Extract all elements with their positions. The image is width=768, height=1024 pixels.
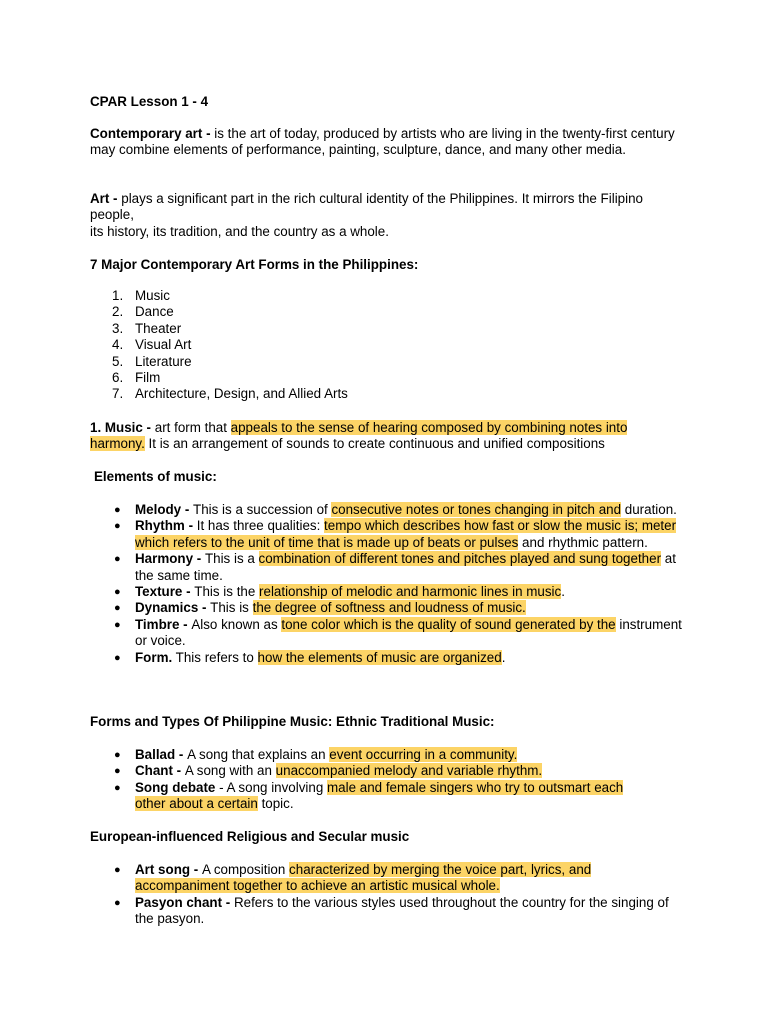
- ethnic-heading: Forms and Types Of Philippine Music: Ethnic Traditional Music:: [90, 714, 495, 729]
- list-item: ● Form. This refers to how the elements of music are organized.: [90, 650, 685, 666]
- list-item: 4. Visual Art: [112, 337, 192, 353]
- art-forms-list: [90, 288, 690, 403]
- definition: is the art of today, produced by artists who are living in the twenty-first century may combine elements of performance, painting, sculpture, dance, and many other media.: [90, 126, 675, 158]
- list-item: ● Art song - A composition characterized by merging the voice part, lyrics, and accompaniment together to achieve an artistic musical whole.: [90, 862, 680, 895]
- elements-heading: Elements of music:: [94, 469, 217, 484]
- list-item: 3. Theater: [112, 320, 182, 336]
- list-item: ● Chant - A song with an unaccompanied melody and variable rhythm.: [90, 763, 655, 779]
- list-item: ● Timbre - Also known as tone color which is the quality of sound generated by the instrument or voice.: [90, 617, 685, 650]
- list-item: ● Ballad - A song that explains an event occurring in a community.: [90, 747, 655, 763]
- list-item: 5. Literature: [112, 353, 192, 369]
- list-item: ● Song debate - A song involving male and female singers who try to outsmart each other about a certain topic.: [90, 780, 655, 813]
- contemporary-art-definition: [90, 126, 690, 159]
- term: Contemporary art -: [90, 126, 215, 141]
- elements-list: [90, 502, 685, 666]
- term: Art -: [90, 191, 122, 206]
- european-heading: European-influenced Religious and Secular music: [90, 829, 410, 844]
- european-music-list: [90, 862, 680, 928]
- definition-line-1: plays a significant part in the rich cultural identity of the Philippines. It mirrors the Filipino people,: [90, 191, 643, 223]
- list-item: ● Harmony - This is a combination of different tones and pitches played and sung together at the same time.: [90, 551, 685, 584]
- doc-title: CPAR Lesson 1 - 4: [90, 94, 209, 109]
- ethnic-music-list: [90, 747, 655, 813]
- list-item: ● Melody - This is a succession of consecutive notes or tones changing in pitch and duration.: [90, 502, 685, 518]
- forms-heading: 7 Major Contemporary Art Forms in the Philippines:: [90, 257, 419, 272]
- list-item: ● Texture - This is the relationship of melodic and harmonic lines in music.: [90, 584, 685, 600]
- list-item: ● Dynamics - This is the degree of softness and loudness of music.: [90, 600, 685, 616]
- term: 1. Music -: [90, 420, 155, 435]
- definition-line-2: its history, its tradition, and the country as a whole.: [90, 223, 389, 239]
- music-definition: 1. Music - art form that appeals to the sense of hearing composed by combining notes into harmony. It is an arrangement of sounds to create continuous and unified compositions: [90, 420, 628, 452]
- list-item: ● Rhythm - It has three qualities: tempo which describes how fast or slow the music is; meter which refers to the unit of time that is made up of beats or pulses and rhythmic pattern.: [90, 518, 685, 551]
- list-item: ● Pasyon chant - Refers to the various styles used throughout the country for the singing of the pasyon.: [90, 895, 680, 928]
- list-item: 6. Film: [112, 370, 161, 386]
- list-item: 7. Architecture, Design, and Allied Arts: [112, 386, 348, 402]
- art-definition: [90, 191, 690, 240]
- list-item: 2. Dance: [112, 304, 174, 320]
- list-item: 1. Music: [112, 288, 170, 303]
- highlight: appeals to the sense of hearing composed by combining notes into harmony.: [90, 420, 628, 452]
